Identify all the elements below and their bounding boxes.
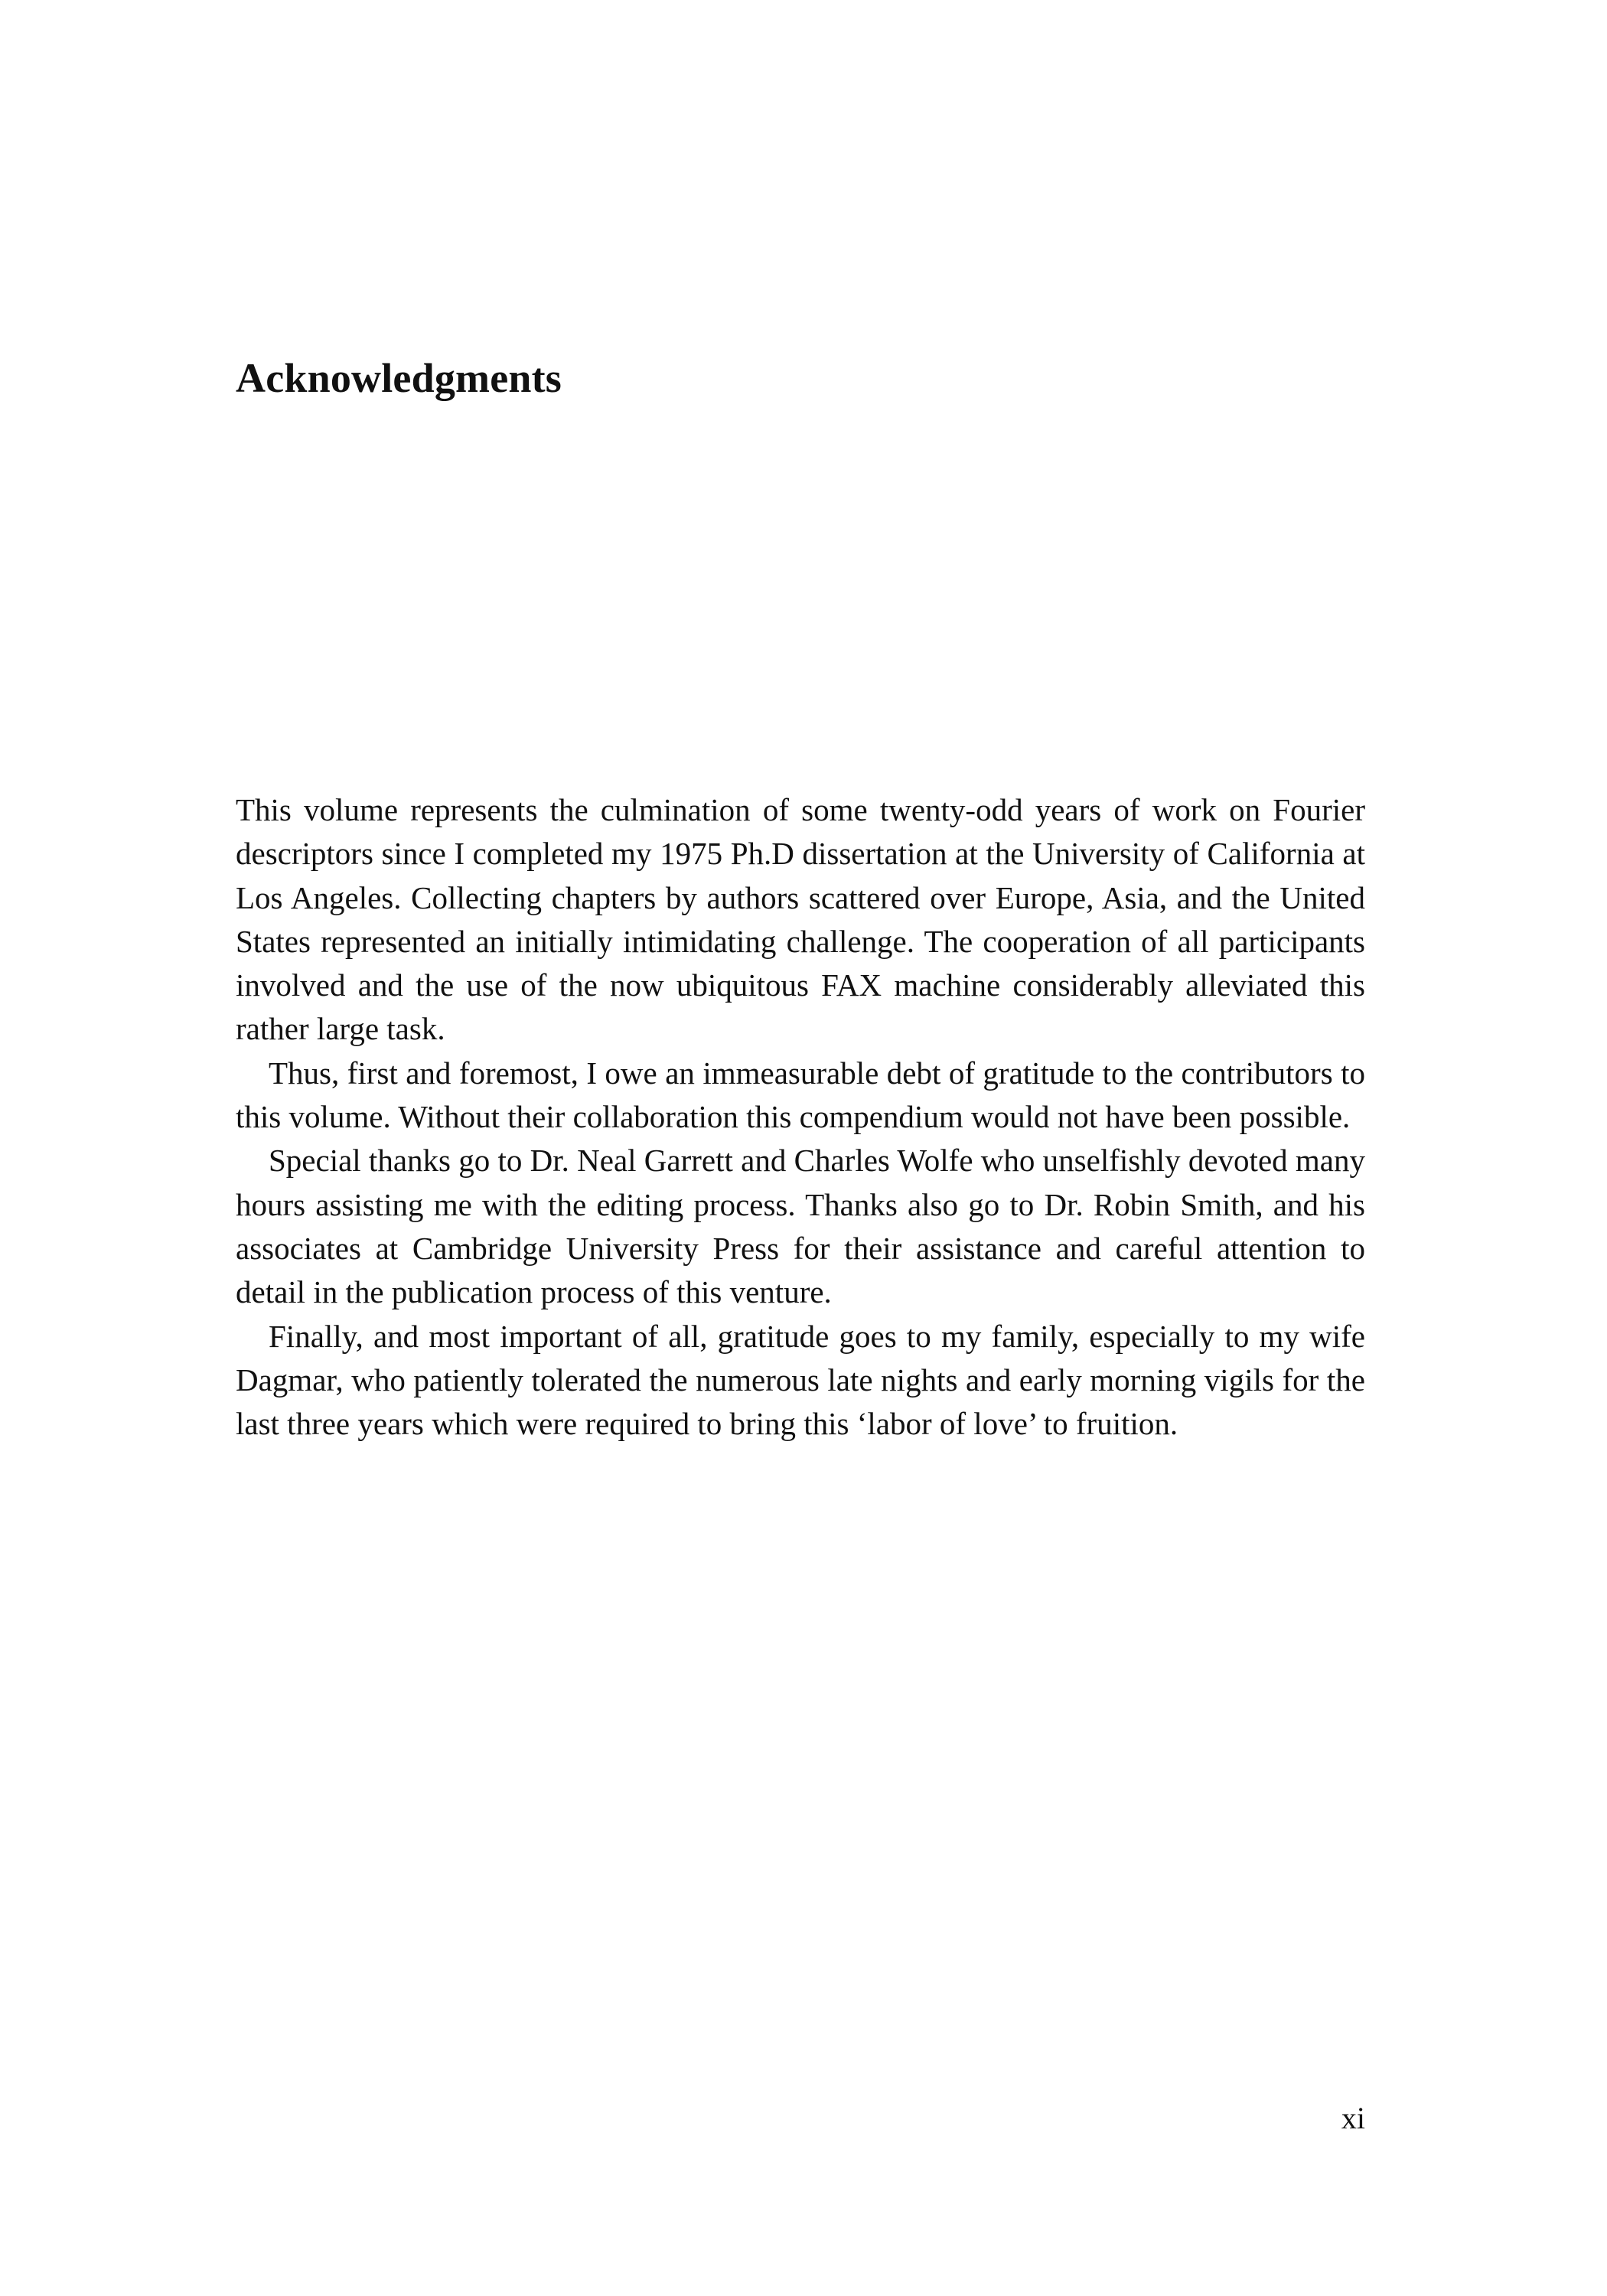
page-title: Acknowledgments xyxy=(236,355,562,401)
paragraph-special-thanks: Special thanks go to Dr. Neal Garrett and Charles Wolfe who unselfishly devoted many hours assisting me with the editing process. Thanks also go to Dr. Robin Smith, and his associates at Cambridge University Press for their assistance and careful attention to detail in the publication process of this venture. xyxy=(236,1143,1365,1310)
paragraph-contributors: Thus, first and foremost, I owe an immeasurable debt of gratitude to the contributors to this volume. Without their collaboration this compendium would not have been possible. xyxy=(236,1055,1365,1135)
paragraph-family: Finally, and most important of all, gratitude goes to my family, especially to my wife Dagmar, who patiently tolerated the numerous late nights and early morning vigils for the last three years which were required to bring this ‘labor of love’ to fruition. xyxy=(236,1318,1365,1442)
page-number: xi xyxy=(1341,2101,1365,2135)
paragraph-intro: This volume represents the culmination of some twenty-odd years of work on Fourier descriptors since I completed my 1975 Ph.D dissertation at the University of California at Los Angeles. Collecting chapters by authors scattered over Europe, Asia, and the United States represented an initially intimidating challenge. The cooperation of all participants involved and the use of the now ubiquitous FAX machine considerably alleviated this rather large task. xyxy=(236,792,1365,1047)
body-text xyxy=(236,788,1365,1446)
